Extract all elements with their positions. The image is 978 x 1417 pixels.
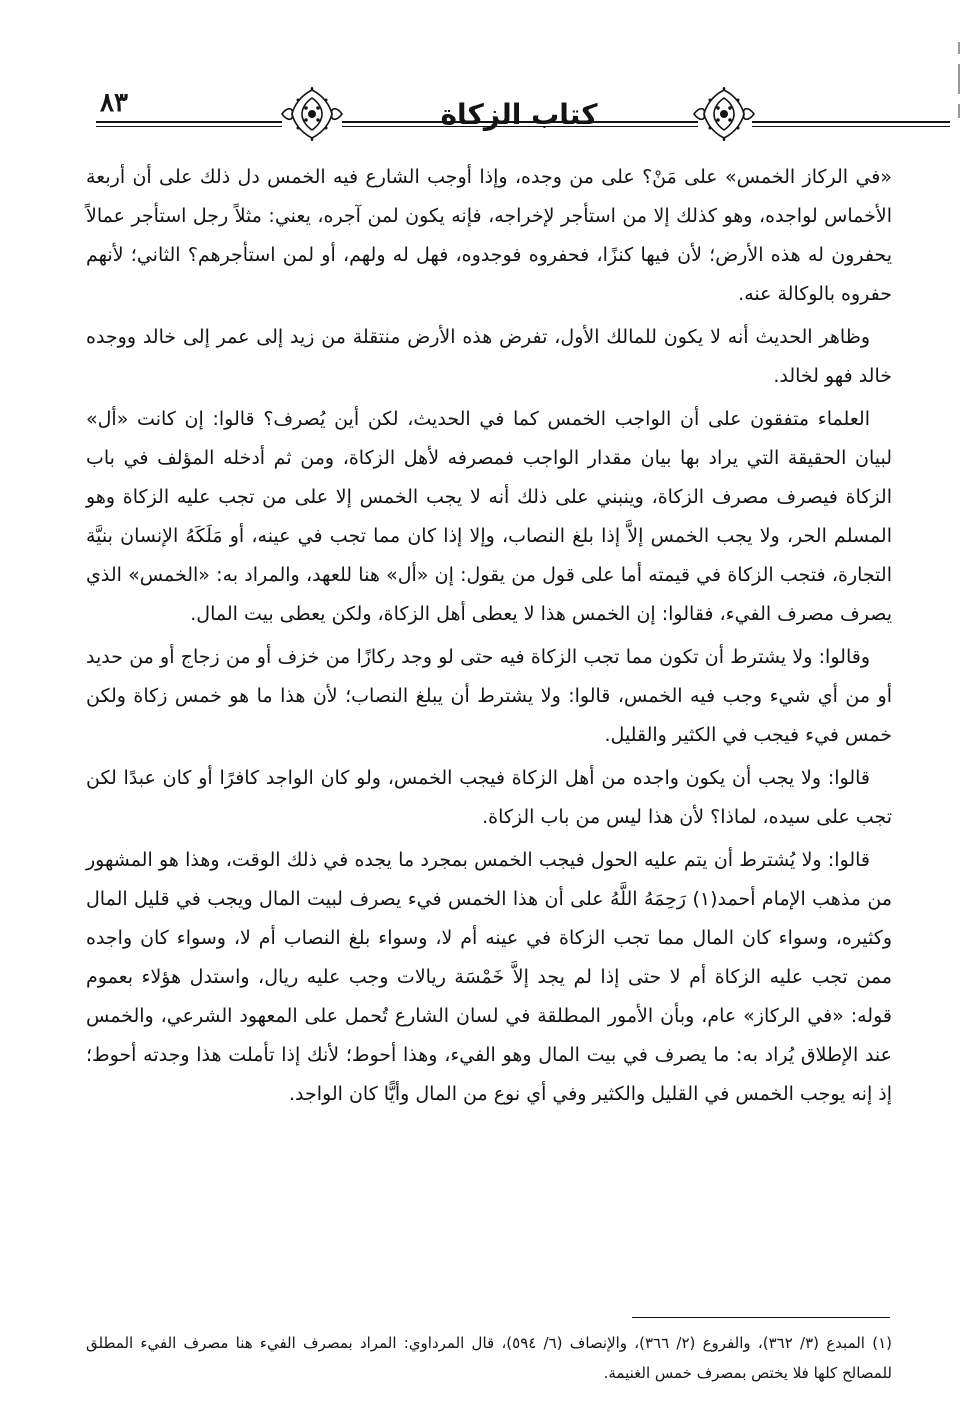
chapter-title: كتاب الزكاة — [440, 98, 598, 131]
header-rule-left-top — [96, 121, 282, 123]
header-rule-right-bottom — [752, 126, 950, 127]
floral-ornament-left-icon — [280, 86, 344, 142]
header-rule-left-bottom — [96, 126, 282, 127]
paragraph-1: «في الركاز الخمس» على مَنْ؟ على من وجده، وإذا أوجب الشارع فيه الخمس دل ذلك على أن أربعة الأخماس لواجده، وهو كذلك إلا من استأجر لإخراجه، فإنه يكون لمن آجره، يعني: مثلاً رجل استأجر عمالاً يحفرون له هذه الأرض؛ لأن فيها كنزًا، فحفروه فوجدوه، فهل له ولهم، أو لمن استأجرهم؟ الثاني؛ لأنهم حفروه بالوكالة عنه. — [86, 166, 892, 305]
scan-edge-mark-mid — [958, 64, 960, 94]
footnote-separator — [632, 1317, 890, 1318]
footnotes — [86, 1328, 892, 1388]
page-header — [88, 84, 950, 146]
scan-edge-mark-low — [958, 104, 960, 118]
header-rule-right-top — [752, 121, 950, 123]
page-number: ٨٣ — [100, 88, 128, 118]
paragraph-2: وظاهر الحديث أنه لا يكون للمالك الأول، تفرض هذه الأرض منتقلة من زيد إلى عمر إلى خالد ووجده خالد فهو لخالد. — [86, 326, 892, 387]
paragraph-4: وقالوا: ولا يشترط أن تكون مما تجب الزكاة فيه حتى لو وجد ركازًا من خزف أو من زجاج أو من حديد أو من أي شيء وجب فيه الخمس، قالوا: ولا يشترط أن يبلغ النصاب؛ لأن هذا ما هو خمس زكاة ولكن خمس فيء فيجب في الكثير والقليل. — [86, 646, 892, 746]
footnote-1: (١) المبدع (٣/ ٣٦٢)، والفروع (٢/ ٣٦٦)، والإنصاف (٦/ ٥٩٤)، قال المرداوي: المراد بمصرف الفيء هنا مصرف الفيء المطلق للمصالح كلها فلا يختص بمصرف خمس الغنيمة. — [86, 1334, 892, 1382]
scan-edge-mark-top — [958, 42, 960, 54]
paragraph-5: قالوا: ولا يجب أن يكون واجده من أهل الزكاة فيجب الخمس، ولو كان الواجد كافرًا أو كان عبدًا لكن تجب على سيده، لماذا؟ لأن هذا ليس من باب الزكاة. — [86, 767, 892, 828]
paragraph-6: قالوا: ولا يُشترط أن يتم عليه الحول فيجب الخمس بمجرد ما يجده في ذلك الوقت، وهذا هو المشهور من مذهب الإمام أحمد(١) رَحِمَهُ اللَّهُ على أن هذا الخمس فيء يصرف لبيت المال ويجب في قليل المال وكثيره، وسواء كان المال مما تجب الزكاة في عينه أم لا، وسواء بلغ النصاب أم لا، وسواء كان واجده ممن تجب عليه الزكاة أم لا حتى إذا لم يجد إلاَّ خَمْسَة ريالات وجب عليه ريال، واستدل هؤلاء بعموم قوله: «في الركاز» عام، وبأن الأمور المطلقة في لسان الشارع تُحمل على المعهود الشرعي، والخمس عند الإطلاق يُراد به: ما يصرف في بيت المال وهو الفيء، وهذا أحوط؛ لأنك إذا تأملت هذا وجدته أحوط؛ إذ إنه يوجب الخمس في القليل والكثير وفي أي نوع من المال وأيًّا كان الواجد. — [86, 849, 892, 1105]
floral-ornament-right-icon — [692, 86, 756, 142]
main-text — [86, 158, 892, 1118]
paragraph-3: العلماء متفقون على أن الواجب الخمس كما في الحديث، لكن أين يُصرف؟ قالوا: إن كانت «أل» لبيان الحقيقة التي يراد بها بيان مقدار الواجب فمصرفه لأهل الزكاة، ومن ثم أدخله المؤلف في باب الزكاة فيصرف مصرف الزكاة، وينبني على ذلك أنه لا يجب الخمس إلا على من تجب عليه الزكاة وهو المسلم الحر، ولا يجب الخمس إلاَّ إذا بلغ النصاب، وإلا إذا كان مما تجب في عينه، أو مَلَكَهُ الإنسان بنيَّة التجارة، فتجب الزكاة في قيمته أما على قول من يقول: إن «أل» هنا للعهد، والمراد به: «الخمس» الذي يصرف مصرف الفيء، فقالوا: إن الخمس هذا لا يعطى أهل الزكاة، ولكن يعطى بيت المال. — [86, 408, 892, 625]
